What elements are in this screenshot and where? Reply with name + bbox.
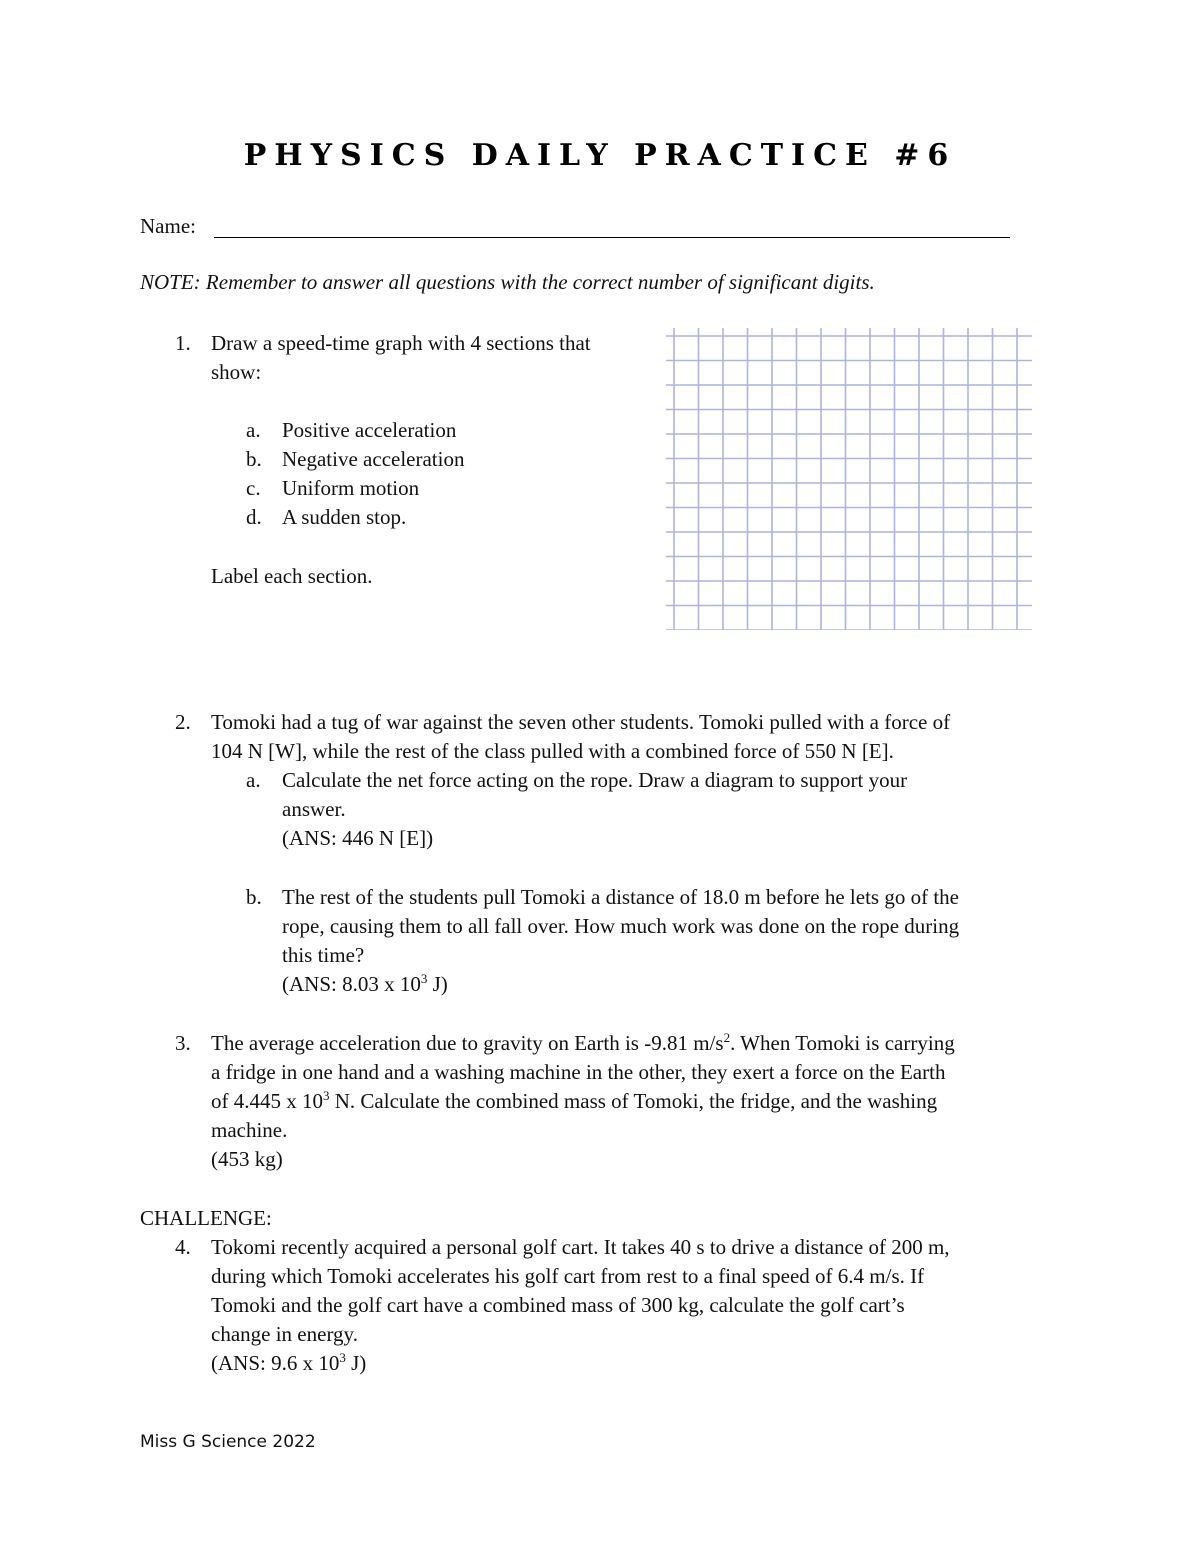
subquestion-text: Calculate the net force acting on the rope. Draw a diagram to support your [282,768,908,792]
answer-text: (ANS: 8.03 x $10^3$ J) [282,971,448,996]
question-text: Tomoki had a tug of war against the seven other students. Tomoki pulled with a force of [211,710,951,734]
question-number: 1. [175,331,191,355]
page-title: PHYSICS DAILY PRACTICE #6 [243,138,957,173]
answer-text: (453 kg) [211,1147,283,1171]
subquestion-text: The rest of the students pull Tomoki a distance of 18.0 m before he lets go of the [282,885,959,909]
answer-text: (ANS: 9.6 x $10^3$ J) [211,1350,367,1375]
graph-grid[interactable] [666,328,1032,630]
note-text: NOTE: Remember to answer all questions with the correct number of significant digits. [140,270,875,294]
question-text: Tokomi recently acquired a personal golf cart. It takes 40 s to drive a distance of 200 m, [211,1235,950,1259]
subquestion-text: rope, causing them to all fall over. How much work was done on the rope during [282,914,960,938]
subquestion-text: this time? [282,943,365,967]
question-number: 2. [175,710,191,734]
name-label: Name: [140,214,196,238]
question-text: The average acceleration due to gravity on Earth is -9.81 $m/s^2$. When Tomoki is carrying [211,1030,955,1055]
question-text: machine. [211,1118,288,1142]
question-text: show: [211,360,262,384]
list-item-letter: c. [246,476,261,500]
list-item: Uniform motion [282,476,420,500]
list-item: A sudden stop. [282,505,407,529]
list-item: Negative acceleration [282,447,465,471]
question-text: Draw a speed-time graph with 4 sections that [211,331,591,355]
list-item-letter: a. [246,418,261,442]
question-number: 3. [175,1031,191,1055]
instruction-text: Label each section. [211,564,373,588]
question-text: 104 N [W], while the rest of the class pulled with a combined force of 550 N [E]. [211,739,894,763]
name-answer-line[interactable] [214,237,1010,238]
question-text: during which Tomoki accelerates his golf cart from rest to a final speed of 6.4 m/s. If [211,1264,925,1288]
question-text: a fridge in one hand and a washing machine in the other, they exert a force on the Earth [211,1060,946,1084]
subquestion-letter: a. [246,768,261,792]
subquestion-letter: b. [246,885,262,909]
list-item-letter: d. [246,505,262,529]
question-text: Tomoki and the golf cart have a combined mass of 300 kg, calculate the golf cart’s [211,1293,905,1317]
list-item-letter: b. [246,447,262,471]
question-text: change in energy. [211,1322,358,1346]
question-text: of 4.445 x $10^3$ N. Calculate the combined mass of Tomoki, the fridge, and the washing [211,1088,938,1113]
footer-text: Miss G Science 2022 [140,1432,316,1452]
answer-text: (ANS: 446 N [E]) [282,826,434,850]
list-item: Positive acceleration [282,418,457,442]
question-number: 4. [175,1235,191,1259]
challenge-heading: CHALLENGE: [140,1206,272,1230]
subquestion-text: answer. [282,797,346,821]
